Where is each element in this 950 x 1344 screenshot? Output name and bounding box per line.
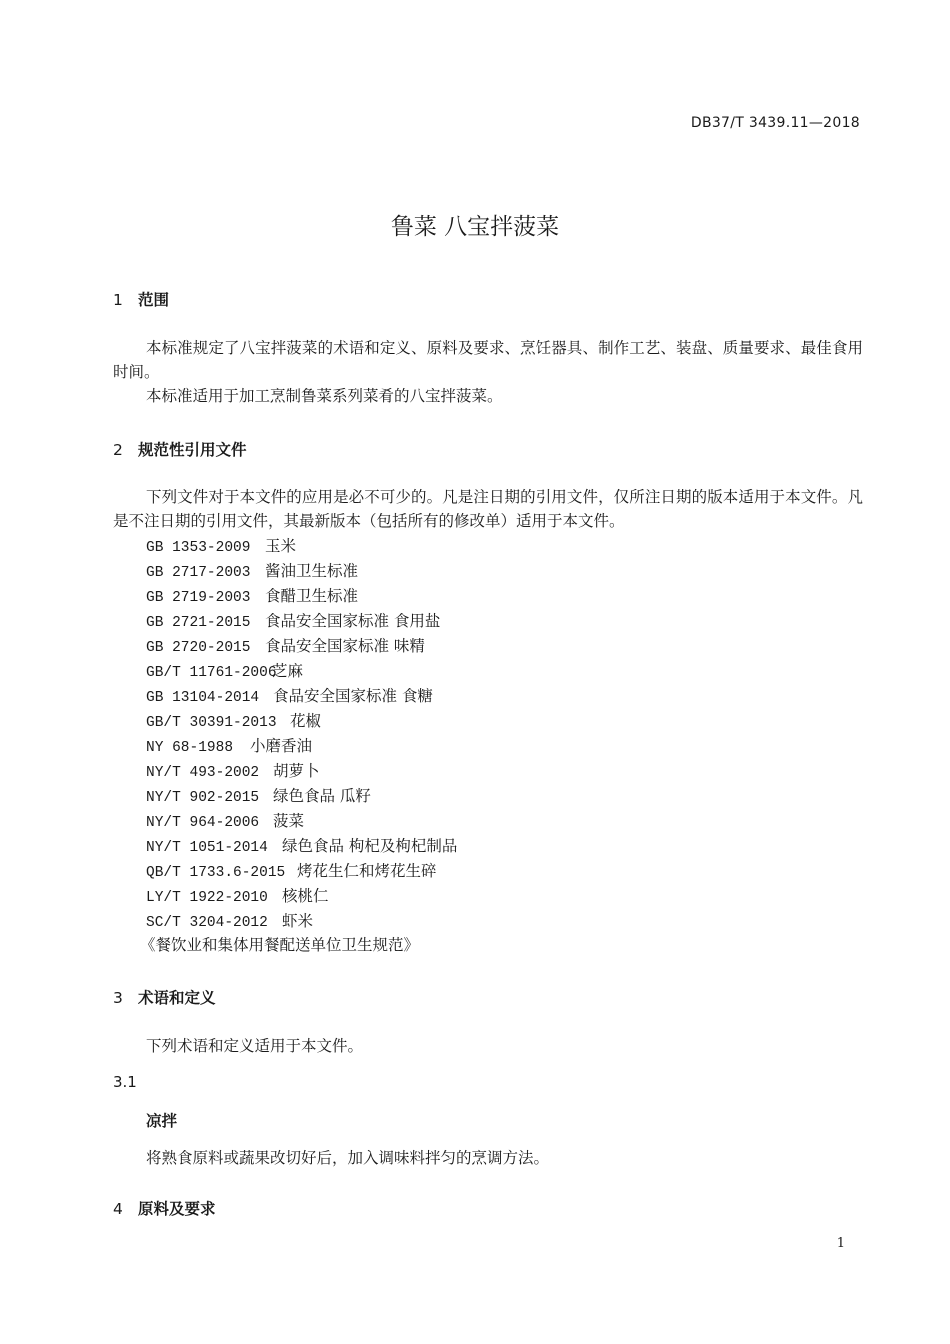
reference-item	[146, 859, 437, 885]
section-3-intro: 下列术语和定义适用于本文件。	[146, 1037, 364, 1055]
reference-item	[146, 584, 358, 610]
reference-name: 菠菜	[273, 812, 305, 830]
reference-code: QB/T 1733.6-2015	[146, 865, 286, 881]
reference-item	[146, 834, 457, 860]
reference-name: 玉米	[265, 537, 297, 555]
section-2-title: 规范性引用文件	[138, 441, 247, 459]
section-3-heading	[113, 986, 216, 1008]
reference-code: GB 13104-2014	[146, 690, 260, 706]
section-1-paragraph-2: 本标准适用于加工烹制鲁菜系列菜肴的八宝拌菠菜。	[146, 387, 503, 405]
reference-code: NY/T 964-2006	[146, 815, 260, 831]
reference-name: 绿色食品 枸杞及枸杞制品	[282, 837, 458, 855]
reference-code: NY/T 493-2002	[146, 765, 260, 781]
section-1-heading	[113, 288, 169, 310]
section-2-number: 2	[113, 441, 123, 459]
section-4-number: 4	[113, 1200, 123, 1218]
term-definition: 将熟食原料或蔬果改切好后，加入调味料拌匀的烹调方法。	[146, 1149, 550, 1167]
reference-item	[146, 559, 358, 585]
reference-code: GB 2720-2015	[146, 640, 251, 656]
reference-item	[146, 809, 304, 835]
reference-code: NY/T 902-2015	[146, 790, 260, 806]
reference-code: GB/T 11761-2006	[146, 665, 277, 681]
section-3-number: 3	[113, 989, 123, 1007]
reference-item-extra: 《餐饮业和集体用餐配送单位卫生规范》	[140, 936, 420, 954]
document-title: 鲁菜 八宝拌菠菜	[390, 214, 560, 240]
section-1-number: 1	[113, 291, 123, 309]
reference-name: 绿色食品 瓜籽	[273, 787, 371, 805]
term-name: 凉拌	[146, 1112, 178, 1130]
reference-code: GB 2719-2003	[146, 590, 251, 606]
section-2-intro: 下列文件对于本文件的应用是必不可少的。凡是注日期的引用文件，仅所注日期的版本适用于本文件。凡是不注日期的引用文件，其最新版本（包括所有的修改单）适用于本文件。	[113, 488, 863, 530]
reference-name: 胡萝卜	[273, 762, 320, 780]
reference-name: 核桃仁	[282, 887, 329, 905]
reference-item	[146, 734, 312, 760]
section-1-title: 范围	[138, 291, 170, 309]
reference-code: GB 1353-2009	[146, 540, 251, 556]
reference-name: 花椒	[290, 712, 322, 730]
reference-name: 虾米	[282, 912, 314, 930]
reference-name: 酱油卫生标准	[265, 562, 359, 580]
section-3-title: 术语和定义	[138, 989, 216, 1007]
reference-code: SC/T 3204-2012	[146, 915, 268, 931]
page-number: 1	[836, 1236, 845, 1251]
reference-code: LY/T 1922-2010	[146, 890, 268, 906]
reference-item	[146, 634, 425, 660]
standard-code: DB37/T 3439.11—2018	[690, 115, 860, 131]
reference-item	[146, 534, 296, 560]
reference-code: GB 2717-2003	[146, 565, 251, 581]
reference-code: GB/T 30391-2013	[146, 715, 277, 731]
reference-item	[146, 609, 440, 635]
reference-name: 食品安全国家标准 食用盐	[265, 612, 441, 630]
reference-item	[146, 684, 433, 710]
reference-item	[146, 759, 320, 785]
reference-item	[146, 909, 313, 935]
reference-code: GB 2721-2015	[146, 615, 251, 631]
section-1-paragraph-1: 本标准规定了八宝拌菠菜的术语和定义、原料及要求、烹饪器具、制作工艺、装盘、质量要求、最佳食用时间。	[113, 339, 863, 381]
reference-name: 小磨香油	[250, 737, 313, 755]
reference-name: 食醋卫生标准	[265, 587, 359, 605]
reference-name: 食品安全国家标准 食糖	[273, 687, 433, 705]
section-2-heading	[113, 438, 247, 460]
reference-item	[146, 709, 321, 735]
reference-name: 烤花生仁和烤花生碎	[297, 862, 437, 880]
section-4-heading	[113, 1197, 216, 1219]
reference-code: NY/T 1051-2014	[146, 840, 268, 856]
reference-name: 食品安全国家标准 味精	[265, 637, 425, 655]
reference-item	[146, 884, 329, 910]
section-4-title: 原料及要求	[138, 1200, 216, 1218]
term-number: 3.1	[113, 1073, 137, 1091]
reference-item	[146, 659, 303, 685]
reference-name: 芝麻	[272, 662, 304, 680]
reference-item	[146, 784, 371, 810]
reference-code: NY 68-1988	[146, 740, 234, 756]
